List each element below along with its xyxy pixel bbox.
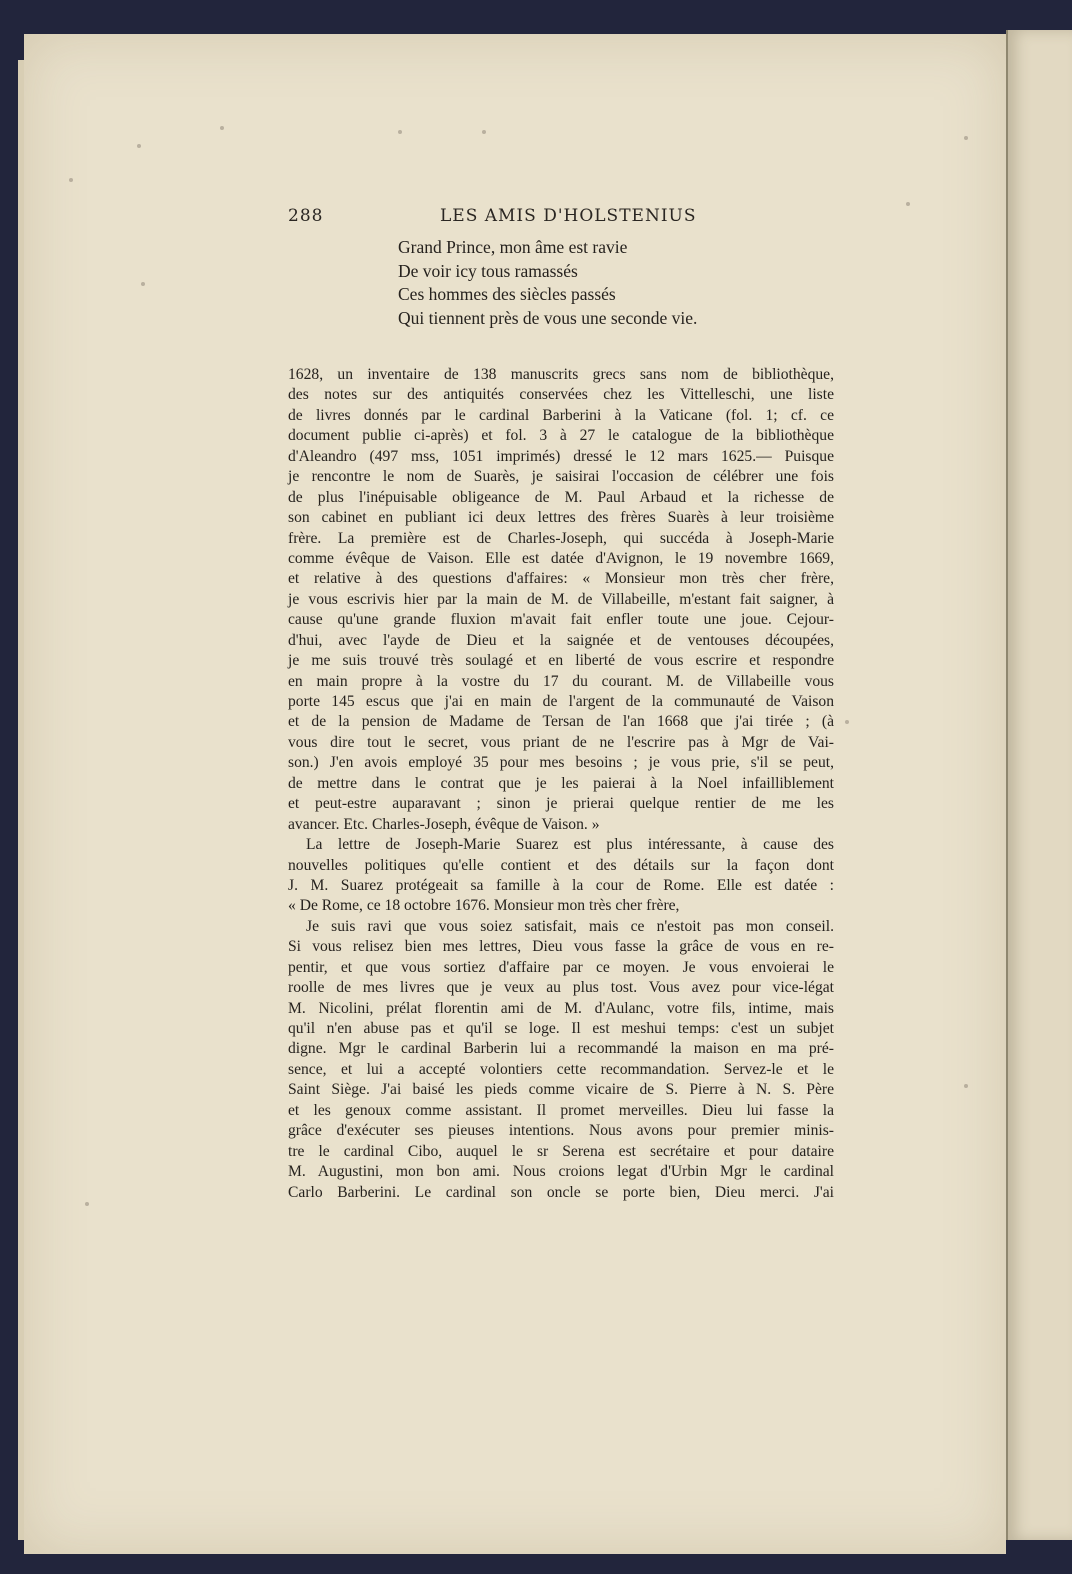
text-line: vous dire tout le secret, vous priant de ne l'escrire pas à Mgr de Vai-	[288, 733, 834, 751]
paper-speck	[398, 130, 402, 134]
text-line: grâce d'exécuter ses pieuses intentions. Nous avons pour premier minis-	[288, 1122, 834, 1140]
text-line: et relative à des questions d'affaires: « Monsieur mon très cher frère,	[288, 570, 834, 588]
text-line: en main propre à la vostre du 17 du courant. M. de Villabeille vous	[288, 672, 834, 690]
paper-speck	[220, 126, 224, 130]
text-line: son.) J'en avois employé 35 pour mes besoins ; je vous prie, s'il se peut,	[288, 754, 834, 772]
text-line: son cabinet en publiant ici deux lettres des frères Suarès à leur troisième	[288, 509, 834, 527]
text-line: de livres donnés par le cardinal Barberini à la Vaticane (fol. 1; cf. ce	[288, 406, 834, 424]
text-line: « De Rome, ce 18 octobre 1676. Monsieur mon très cher frère,	[288, 897, 680, 915]
text-line: comme évêque de Vaison. Elle est datée d'Avignon, le 19 novembre 1669,	[288, 549, 834, 567]
text-line: roolle de mes livres que je veux au plus tost. Vous avez pour vice-légat	[288, 979, 834, 997]
paper-speck	[845, 720, 849, 724]
running-head: LES AMIS D'HOLSTENIUS	[440, 206, 697, 226]
text-line: nouvelles politiques qu'elle contient et des détails sur la façon dont	[288, 856, 834, 874]
text-line: d'hui, avec l'ayde de Dieu et la saignée et de ventouses découpées,	[288, 631, 834, 649]
text-line: je rencontre le nom de Suarès, je saisirai l'occasion de célébrer une fois	[288, 468, 834, 486]
body-text	[288, 365, 834, 1203]
text-line: Si vous relisez bien mes lettres, Dieu vous fasse la grâce de vous en re-	[288, 938, 834, 956]
paragraph	[288, 365, 834, 835]
text-line: avancer. Etc. Charles-Joseph, évêque de Vaison. »	[288, 815, 600, 833]
paper-speck	[141, 282, 145, 286]
paper-speck	[137, 144, 141, 148]
text-line: je me suis trouvé très soulagé et en liberté de vous escrire et respondre	[288, 652, 834, 670]
poem-line: Qui tiennent près de vous une seconde vie.	[398, 307, 698, 328]
text-line: tre le cardinal Cibo, auquel le sr Serena est secrétaire et pour dataire	[288, 1142, 834, 1160]
poem-line: Ces hommes des siècles passés	[398, 284, 616, 304]
text-line: cause qu'une grande fluxion m'avait fait enfler toute une joue. Cejour-	[288, 611, 834, 629]
text-line: J. M. Suarez protégeait sa famille à la cour de Rome. Elle est datée :	[288, 876, 834, 894]
text-line: sence, et lui a accepté volontiers cette recommandation. Servez-le et le	[288, 1060, 834, 1078]
paragraph	[288, 917, 834, 1203]
paper-speck	[964, 1084, 968, 1088]
text-line: de plus l'inépuisable obligeance de M. Paul Arbaud et la richesse de	[288, 488, 834, 506]
text-line: des notes sur des antiquités conservées chez les Vittelleschi, une liste	[288, 386, 834, 404]
paper-speck	[482, 130, 486, 134]
text-line: Je suis ravi que vous soiez satisfait, mais ce n'estoit pas mon conseil.	[306, 917, 834, 935]
text-line: La lettre de Joseph-Marie Suarez est plus intéressante, à cause des	[306, 836, 834, 854]
paragraph	[288, 835, 834, 917]
poem-line: Grand Prince, mon âme est ravie	[398, 237, 628, 257]
page-number: 288	[288, 206, 324, 226]
poem-line: De voir icy tous ramassés	[398, 260, 578, 281]
text-line: digne. Mgr le cardinal Barberin lui a recommandé la maison en ma pré-	[288, 1040, 834, 1058]
paper-speck	[85, 1202, 89, 1206]
text-line: et peut-estre auparavant ; sinon je prierai quelque rentier de me les	[288, 795, 834, 813]
paper-speck	[69, 178, 73, 182]
text-line: porte 145 escus que j'ai en main de l'argent de la communauté de Vaison	[288, 693, 834, 710]
text-line: Saint Siège. J'ai baisé les pieds comme vicaire de S. Pierre à N. S. Père	[288, 1081, 834, 1099]
text-line: pentir, et que vous sortiez d'affaire par ce moyen. Je vous envoierai le	[288, 958, 834, 976]
text-line: M. Augustini, mon bon ami. Nous croions legat d'Urbin Mgr le cardinal	[288, 1163, 834, 1181]
text-line: Carlo Barberini. Le cardinal son oncle se porte bien, Dieu merci. J'ai	[288, 1183, 834, 1201]
text-line: de mettre dans le contrat que je les paierai à la Noel infailliblement	[288, 774, 834, 792]
text-line: document publie ci-après) et fol. 3 à 27 le catalogue de la bibliothèque	[288, 427, 834, 445]
text-line: qu'il n'en abuse pas et qu'il se loge. Il est meshui temps: c'est un subjet	[288, 1020, 834, 1037]
next-page-edge	[1006, 30, 1072, 1540]
text-line: et les genoux comme assistant. Il promet merveilles. Dieu lui fasse la	[288, 1101, 834, 1119]
poem-stanza	[398, 236, 697, 330]
text-line: 1628, un inventaire de 138 manuscrits grecs sans nom de bibliothèque,	[288, 366, 834, 383]
text-line: d'Aleandro (497 mss, 1051 imprimés) dressé le 12 mars 1625.— Puisque	[288, 447, 834, 465]
text-line: frère. La première est de Charles-Joseph, qui succéda à Joseph-Marie	[288, 529, 834, 547]
paper-speck	[906, 202, 910, 206]
text-line: je vous escrivis hier par la main de M. de Villabeille, m'estant fait saigner, à	[288, 590, 834, 608]
paper-speck	[964, 136, 968, 140]
text-line: et de la pension de Madame de Tersan de l'an 1668 que j'ai tirée ; (à	[288, 713, 834, 731]
text-line: M. Nicolini, prélat florentin ami de M. d'Aulanc, votre fils, intime, mais	[288, 999, 834, 1017]
